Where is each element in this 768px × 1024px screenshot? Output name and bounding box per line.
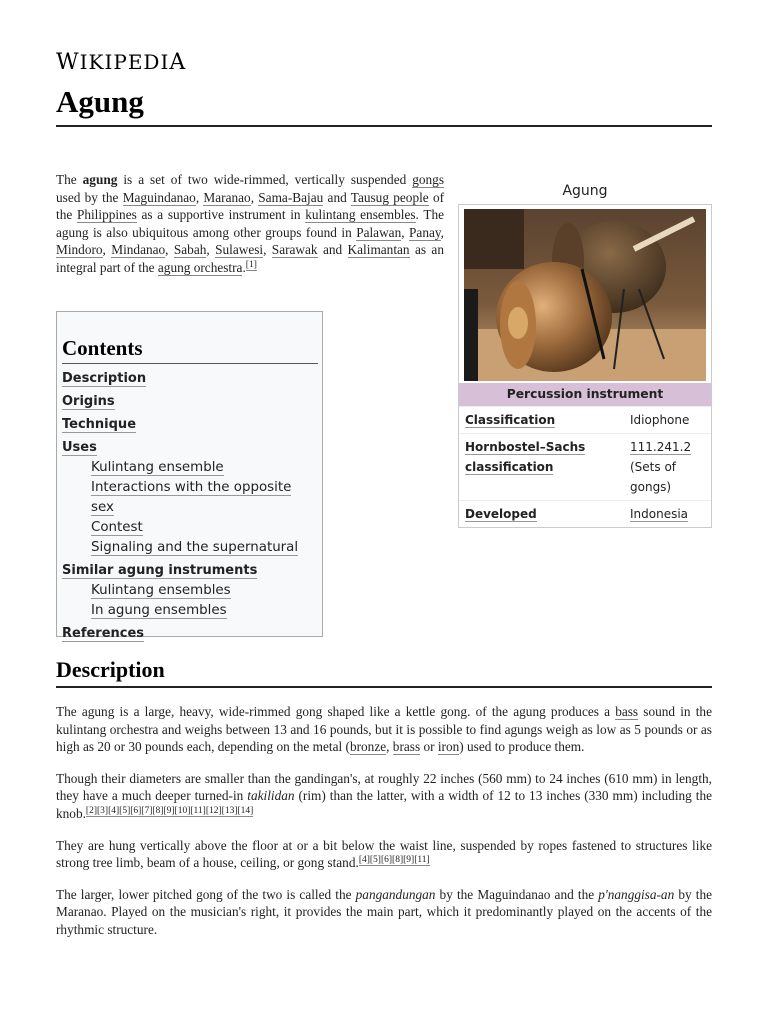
link-mindoro[interactable]: Mindoro [56,242,103,258]
toc-item[interactable]: Description [62,371,147,386]
toc-subitem[interactable]: Interactions with the opposite sex [91,480,292,515]
link-mindanao[interactable]: Mindanao [111,242,166,258]
infobox-caption: Agung [562,183,608,199]
description-body [56,703,712,953]
link-panay[interactable]: Panay [409,224,441,240]
link-philippines[interactable]: Philippines [76,207,137,223]
toc-subitem[interactable]: Kulintang ensemble [91,460,224,475]
infobox-value: (Sets of gongs) [630,460,677,494]
toc-subitem[interactable]: In agung ensembles [91,603,227,618]
paragraph: They are hung vertically above the floor at or a bit below the waist line, suspended by ropes fastened to structures like strong tree limb, beam of a house, ceiling, or gong stand.[4][5][6][8][9][11] [56,837,712,871]
wikipedia-wordmark[interactable]: WIKIPEDIA [56,50,187,75]
toc-subitem[interactable]: Contest [91,520,143,535]
title-divider [56,125,712,127]
link-sabah[interactable]: Sabah [173,242,207,258]
link-kalimantan[interactable]: Kalimantan [347,242,410,258]
link-kulintang[interactable]: kulintang ensembles [305,207,416,223]
infobox-header: Percussion instrument [459,383,711,406]
link-palawan[interactable]: Palawan [356,224,402,240]
link-brass[interactable]: brass [392,739,421,755]
bold-term: agung [82,172,118,187]
link-sama-bajau[interactable]: Sama-Bajau [258,189,324,205]
link-sulawesi[interactable]: Sulawesi [215,242,264,258]
paragraph: The larger, lower pitched gong of the two is called the pangandungan by the Maguindanao and the p'nanggisa-an by the Maranao. Played on the musician's right, it provides the main part, which it predominantly played on the accents of the rhythmic structure. [56,886,713,937]
section-heading-description: Description [56,657,165,682]
infobox-row [459,500,711,527]
page-title: Agung [56,84,144,119]
link-sarawak[interactable]: Sarawak [271,242,318,258]
infobox-row [459,406,711,433]
infobox-row [459,433,711,500]
toc-item[interactable]: References [62,626,145,641]
lead-paragraph: The agung is a set of two wide-rimmed, vertically suspended gongs used by the Maguindanao, Maranao, Sama-Bajau and Tausug people of the Philippines as a supportive instrument in kulintang ensembles. The agung is also ubiquitous among other groups found in Palawan, Panay, Mindoro, Mindanao, Sabah, Sulawesi, Sarawak and Kalimantan as an integral part of the agung orchestra.[1] [56,172,445,275]
infobox-key-link[interactable]: Hornbostel–Sachs classification [465,440,586,474]
toc-subitem[interactable]: Signaling and the supernatural [91,540,299,555]
infobox-value-link[interactable]: 111.241.2 [630,440,692,454]
link-bass[interactable]: bass [615,704,639,719]
link-bronze[interactable]: bronze [349,739,387,755]
toc-subitem[interactable]: Kulintang ensembles [91,583,231,598]
toc-item[interactable]: Uses [62,440,97,455]
citation-refs[interactable]: [2][3][4][5][6][7][8][9][10][11][12][13][14] [85,805,254,816]
link-maranao[interactable]: Maranao [203,189,251,205]
link-iron[interactable]: iron [437,739,460,755]
toc-title: Contents [62,336,318,364]
paragraph: Though their diameters are smaller than the gandingan's, at roughly 22 inches (560 mm) to 24 inches (610 mm) in length, they have a much deeper turned-in takilidan (rim) than the latter, with a width of 12 to 13 inches (330 mm) including the knob.[2][3][4][5][6][7][8][9][10][11][12][13][14] [56,770,712,821]
table-of-contents [56,311,323,641]
link-agung-orchestra[interactable]: agung orchestra [157,259,243,275]
toc-list [62,369,317,644]
toc-item[interactable]: Technique [62,417,137,432]
citation-refs[interactable]: [4][5][6][8][9][11] [358,855,430,866]
infobox-value: Idiophone [630,413,690,427]
citation-ref[interactable]: [1] [245,259,257,270]
infobox-value-link[interactable]: Indonesia [630,507,689,521]
infobox [458,180,712,528]
toc-item[interactable]: Similar agung instruments [62,563,258,578]
gong-photo-illustration [464,209,706,381]
toc-item[interactable]: Origins [62,394,115,409]
infobox-key-link[interactable]: Developed [465,507,537,521]
link-gongs[interactable]: gongs [412,172,444,187]
infobox-key-link[interactable]: Classification [465,413,556,427]
paragraph: The agung is a large, heavy, wide-rimmed gong shaped like a kettle gong. of the agung produces a bass sound in the kulintang orchestra and weighs between 13 and 16 pounds, but it is possible to find agungs weigh as low as 5 pounds or as high as 20 or 30 pounds each, depending on the metal (bronze, brass or iron) used to produce them. [56,704,712,755]
link-tausug[interactable]: Tausug people [350,189,429,205]
link-maguindanao[interactable]: Maguindanao [122,189,196,205]
section-divider [56,686,712,688]
infobox-frame [458,204,712,528]
agung-photo[interactable] [464,209,706,381]
